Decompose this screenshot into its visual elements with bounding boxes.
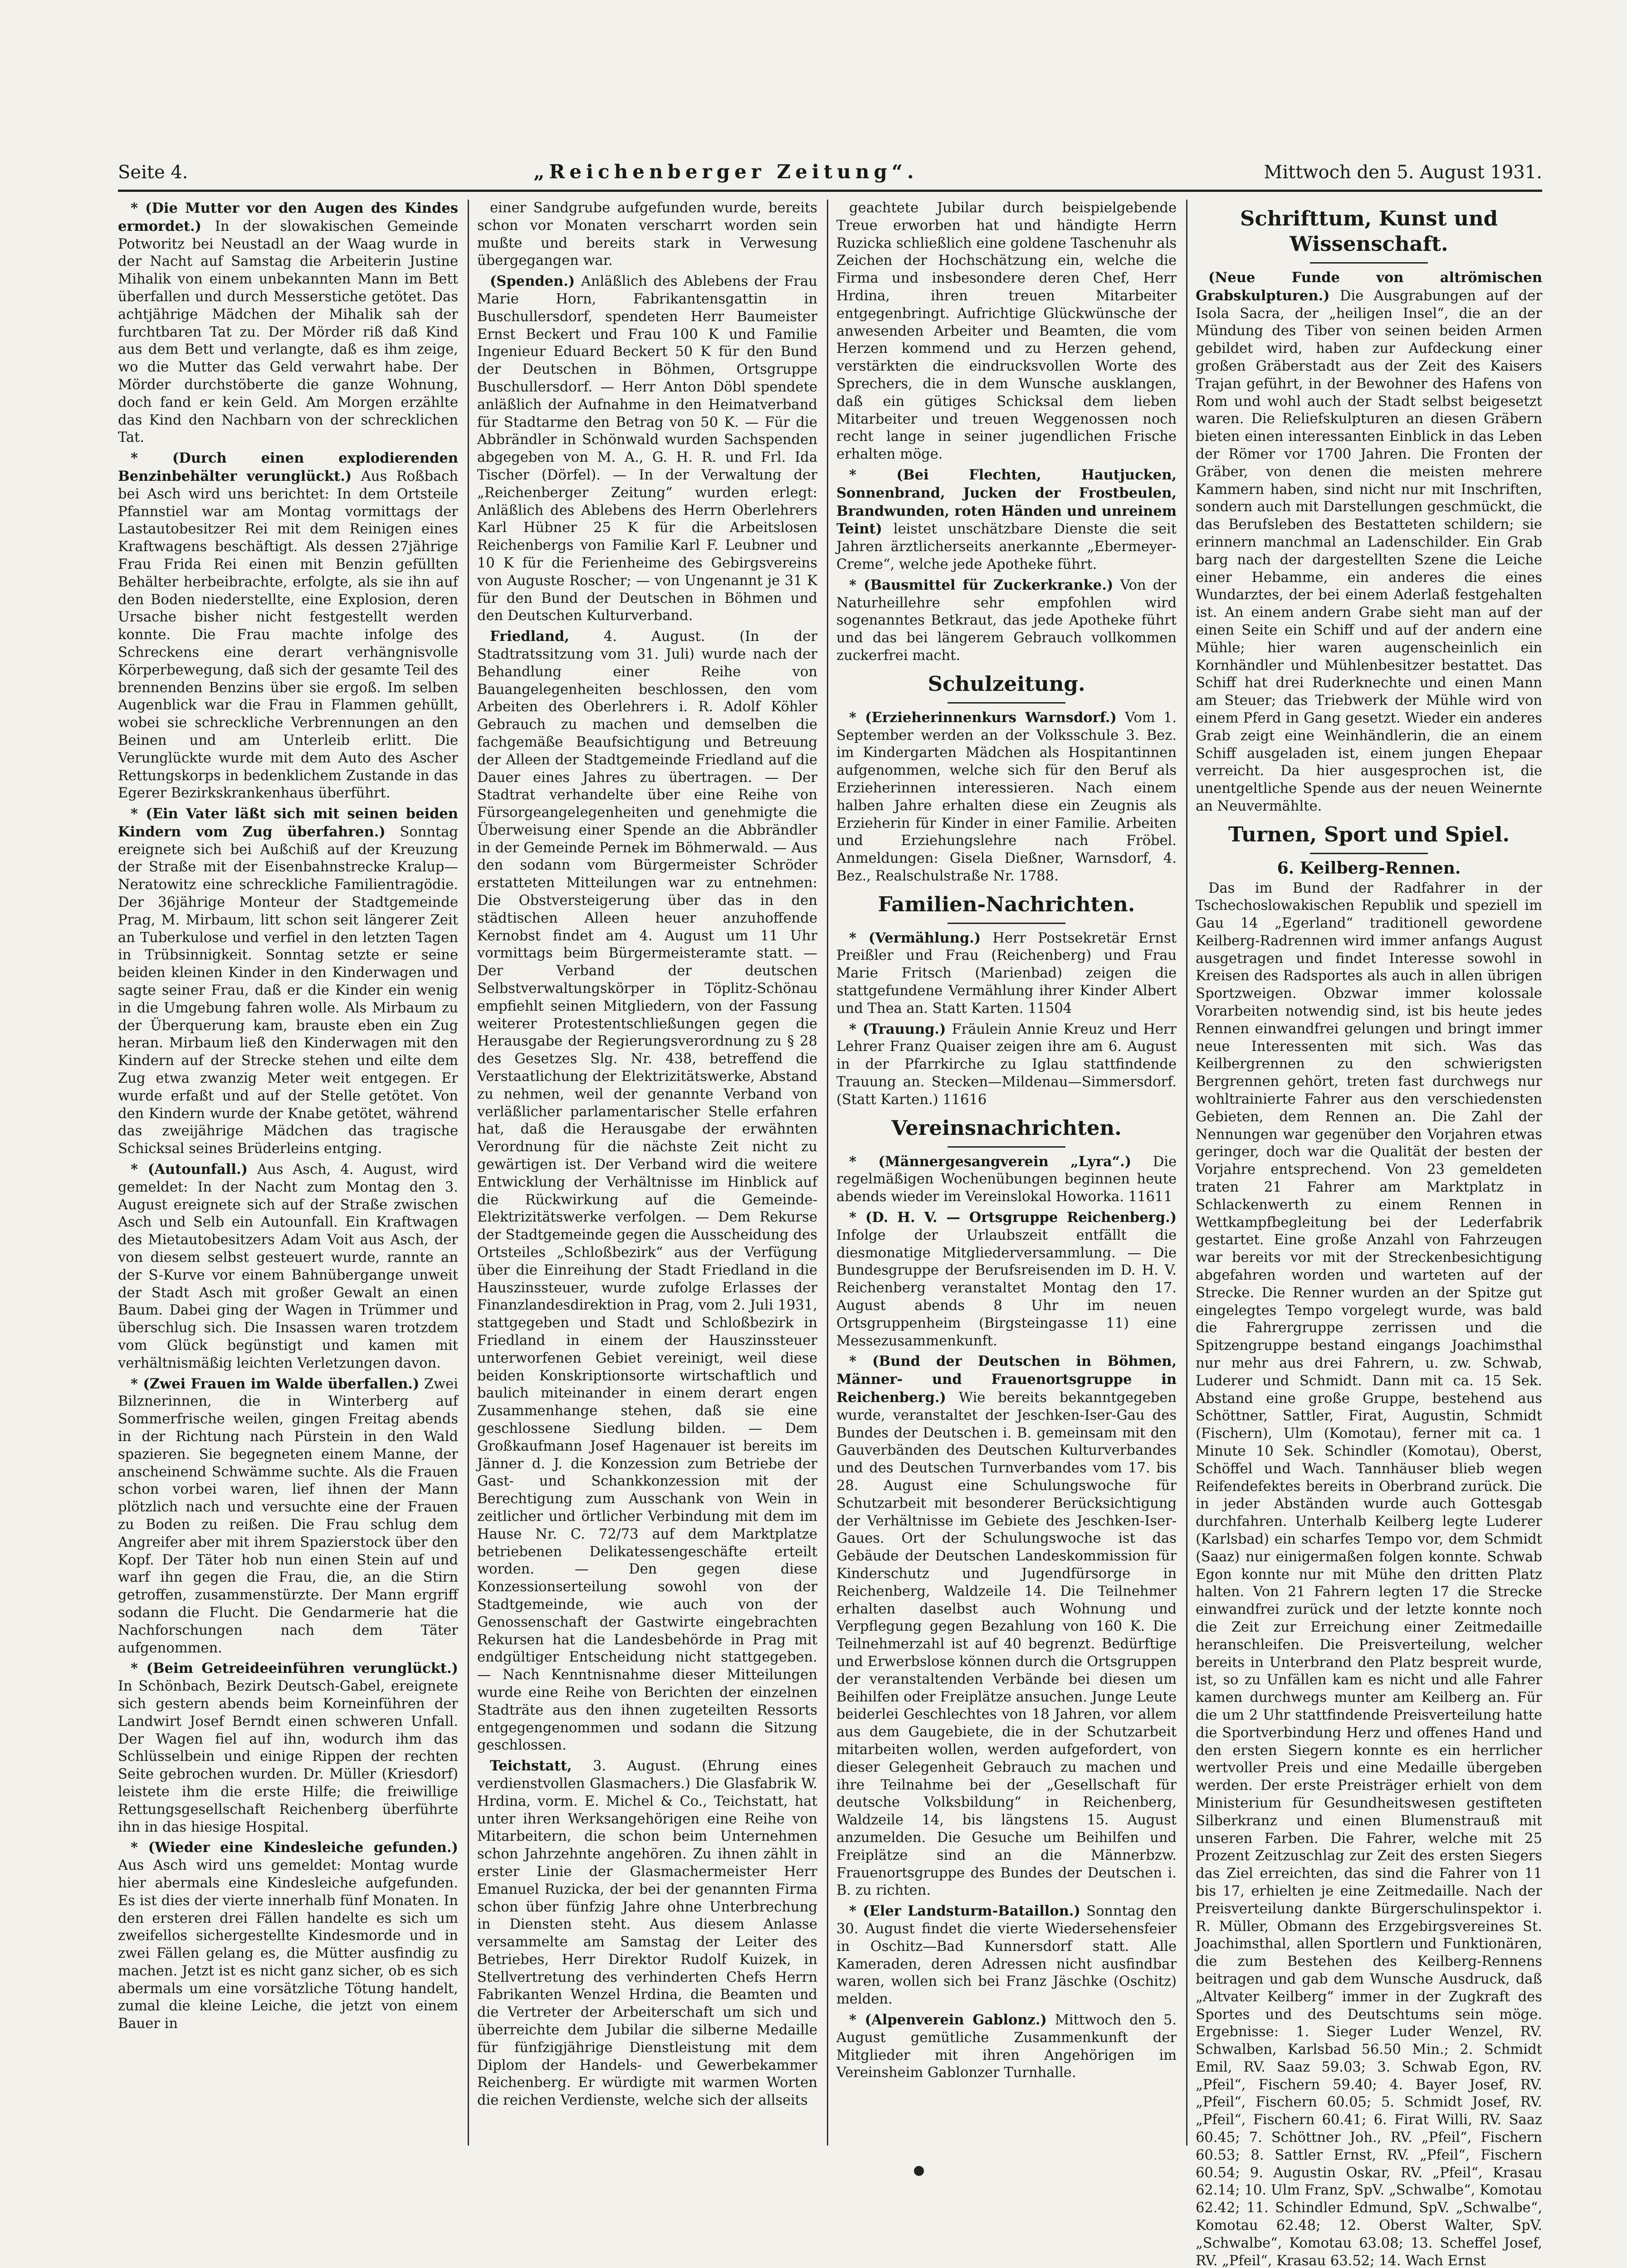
subheading: 6. Keilberg-Rennen. [1196, 860, 1542, 877]
article-text: In Schönbach, Bezirk Deutsch-Gabel, ereignete sich gestern abends beim Korneinführen der Landwirt Josef Berndt einen schweren Unfall. Der Wagen fiel auf ihn, wodurch ihm das Schlüsselbein und einige Rippen der rechten Seite gebrochen wurden. Dr. Müller (Kriesdorf) leistete ihm die erste Hilfe; die freiwillige Rettungsgesellschaft Reichenberg überführte ihn in das hiesige Hospital. [118, 1678, 458, 1835]
ink-dot [914, 2166, 924, 2176]
newspaper-page [118, 150, 1542, 2146]
masthead [118, 150, 1542, 181]
article-text: Aus Asch, 4. August, wird gemeldet: In der Nacht zum Montag den 3. August ereignete sich auf der Straße zwischen Asch und Selb ein Autounfall. Ein Kraftwagen des Mietautobesitzers Adam Voit aus Asch, der von diesem selbst gesteuert wurde, rannte an der S-Kurve vor einem Bahnübergange unweit der Stadt Asch mit großer Gewalt an einen Baum. Dabei ging der Wagen in Trümmer und überschlug sich. Die Insassen waren trotzdem vom Glück begünstigt und kamen mit verhältnismäßig leichten Verletzungen davon. [118, 1162, 458, 1371]
article-text: Herr Postsekretär Ernst Preißler und Frau (Reichenberg) und Frau Marie Fritsch (Marienbad) zeigen die stattgefundene Vermählung ihrer Kinder Albert und Thea an. Statt Karten. 11504 [836, 930, 1177, 1017]
issue-date: Mittwoch den 5. August 1931. [1264, 163, 1542, 181]
article-headline: * (D. H. V. — Ortsgruppe Reichenberg.) [849, 1209, 1177, 1226]
section-heading: Schrifttum, Kunst und Wissenschaft. [1196, 206, 1542, 257]
article-text: Das im Bund der Radfahrer in der Tschechoslowakischen Republik und speziell im Gau 14 „Egerland“ traditionell gewordene Keilberg-Radrennen wird immer anfangs August ausgetragen und findet Interesse sowohl in Kreisen des Radsportes als auch in allen übrigen Sportzweigen. Obzwar immer kolossale Vorarbeiten notwendig sind, ist bis heute jedes Rennen einwandfrei gelungen und bringt immer neue Interessenten mit sich. Was das Keilbergrennen zu den schwierigsten Bergrennen gehört, treten fast durchwegs nur wohltrainierte Fahrer aus den verschiedensten Gebieten, dem Rennen an. Die Zahl der Nennungen war gegenüber den Vorjahren etwas geringer, doch war die Qualität der besten der Vorjahre entsprechend. Von 23 gemeldeten traten 21 Fahrer am Marktplatz in Schlackenwerth zu einem Rennen in Wettkampfbegleitung bei der Lederfabrik gestartet. Eine große Anzahl von Fahrzeugen war bereits vor mit der Streckenbesichtigung abgefahren worden und warteten auf der Strecke. Die Renner wurden an der Spitze gut eingelegtes Tempo vorgelegt wurde, was bald die Fahrergruppe zerrissen und die Spitzengruppe bestand eingangs Joachimsthal nur mehr aus drei Fahrern, u. zw. Schwab, Luderer und Schmidt. Dann mit ca. 15 Sek. Abstand eine große Gruppe, bestehend aus Schöttner, Sattler, Firat, Augustin, Schmidt (Fischern), Ulm (Komotau), ferner mit ca. 1 Minute 10 Sek. Schindler (Komotau), Oberst, Schöffel und Wach. Tannhäuser blieb wegen Reifendefektes bereits in Oberbrand zurück. Die in jeder Abständen wurde auch Gottesgab durchfahren. Unterhalb Keilberg legte Luderer (Karlsbad) ein scharfes Tempo vor, dem Schmidt (Saaz) nur einigermaßen folgen konnte. Schwab Egon konnte nur mit Mühe den dritten Platz halten. Von 21 Fahrern legten 17 die Strecke einwandfrei zurück und der letzte konnte noch die Zeit zur Erreichung einer Zeitmedaille heranschleifen. Die Preisverteilung, welcher bereits in Unterbrand den Platz bespreit wurde, ist, so zu Unfällen kam es nicht und alle Fahrer kamen durchwegs munter am Keilberg an. Für die um 2 Uhr stattfindende Preisverteilung hatte die Sportverbindung Herz und offenes Hand und den ersten Siegern konnte es ein herrlicher wertvoller Preis und eine Medaille übergeben werden. Der erste Preisträger erhielt von dem Ministerium für Gesundheitswesen gestifteten Silberkranz und einen Blumenstrauß mit unseren Farben. Die Fahrer, welche mit 25 Prozent Zeitzuschlag zur Zeit des ersten Siegers das Ziel erreichten, das sind die Fahrer von 11 bis 17, erhielten je eine Zeitmedaille. Nach der Preisverteilung dankte Bürgerschulinspektor i. R. Müller, Obmann des Erzgebirgsvereines St. Joachimsthal, allen Sportlern und Funktionären, die zum Bestehen des Keilberg-Rennens beitragen und gab dem Wunsche Ausdruck, daß „Altvater Keilberg“ immer in der Zugkraft des Sportes und des Deutschtums sein möge. Ergebnisse: 1. Sieger Luder Wenzel, RV. Schwalben, Karlsbad 56.50 Min.; 2. Schmidt Emil, RV. Saaz 59.03; 3. Schwab Egon, RV. „Pfeil“, Fischern 59.40; 4. Bayer Josef, RV. „Pfeil“, Fischern 60.05; 5. Schmidt Josef, RV. „Pfeil“, Fischern 60.41; 6. Firat Willi, RV. Saaz 60.45; 7. Schöttner Joh., RV. „Pfeil“, Fischern 60.53; 8. Sattler Ernst, RV. „Pfeil“, Fischern 60.54; 9. Augustin Oskar, RV. „Pfeil“, Krasau 62.14; 10. Ulm Franz, SpV. „Schwalbe“, Komotau 62.42; 11. Schindler Edmund, SpV. „Schwalbe“, Komotau 62.48; 12. Oberst Walter, SpV. „Schwalbe“, Komotau 63.08; 13. Scheffel Josef, RV. „Pfeil“, Krasau 63.52; 14. Wach Ernst [1196, 880, 1542, 2268]
article-text: In der slowakischen Gemeinde Potworitz bei Neustadl an der Waag wurde in der Nacht auf Samstag die Arbeiterin Justine Mihalik von einem unbekannten Mann im Bett überfallen und durch Messerstiche getötet. Das achtjährige Mädchen der Mihalik sah der furchtbaren Tat zu. Der Mörder riß daß Kind aus dem Bett und verlangte, daß es ihm zeige, wo die Mutter das Geld verwahrt habe. Der Mörder durchstöberte die ganze Wohnung, doch fand er kein Geld. Am Morgen erzählte das Kind den Nachbarn von der schrecklichen Tat. [118, 219, 458, 446]
article-text: 4. August. (In der Stadtratssitzung vom 31. Juli) wurde nach der Behandlung einer Reihe von Bauangelegenheiten beschlossen, den vom Arbeiten des Oberlehrers i. R. Adolf Köhler Gebrauch zu machen und demselben die fachgemäße Beaufsichtigung und Betreuung der Alleen der Stadtgemeinde Friedland auf die Dauer eines Jahres zu übertragen. — Der Stadtrat verhandelte über eine Reihe von Fürsorgeangelegenheiten und genehmigte die Überweisung einer Spende an die Abbrändler in der Gemeinde Pernek im Böhmerwald. — Aus den sodann vom Bürgermeister Schröder erstatteten Mitteilungen war zu entnehmen: Die Obstversteigerung über das in den städtischen Alleen heuer anzuhoffende Kernobst findet am 4. August um 11 Uhr vormittags beim Bürgermeisteramte statt. — Der Verband der deutschen Selbstverwaltungskörper in Töplitz-Schönau empfiehlt seinen Mitgliedern, von der Fassung weiterer Protestentschließungen gegen die Herausgabe der Regierungsverordnung zu § 28 des Gesetzes Slg. Nr. 438, betreffend die Verstaatlichung der Elektrizitätswerke, Abstand zu nehmen, weil der genannte Verband von verläßlicher parlamentarischer Stelle erfahren hat, daß die Herausgabe der erwähnten Verordnung für die nächste Zeit nicht zu gewärtigen ist. Der Verband wird die weitere Entwicklung der Verhältnisse im Hinblick auf die Rückwirkung auf die Gemeinde-Elektrizitätswerke verfolgen. — Dem Rekurse der Stadtgemeinde gegen die Ausscheidung des Ortsteiles „Schloßbezirk“ aus der Verfügung über die Einreihung der Stadt Friedland in die Hauszinssteuer, wurde zufolge Erlasses der Finanzlandesdirektion in Prag, vom 2. Juli 1931, stattgegeben und Stadt und Schloßbezirk in Friedland in einem der Hauszinssteuer unterworfenen Gebiet vereinigt, weil diese beiden Konskriptionsorte wirtschaftlich und baulich miteinander in einem derart engen Zusammenhange stehen, daß sie eine geschlossene Siedlung bilden. — Dem Großkaufmann Josef Hagenauer ist bereits im Jänner d. J. die Konzession zum Betriebe der Gast- und Schankkonzession mit der Berechtigung zum Ausschank von Wein in zeitlicher und örtlicher Verbindung mit dem im Hause Nr. C. 72/73 auf dem Marktplatze betriebenen Delikatessengeschäfte erteilt worden. — Den gegen diese Konzessionserteilung sowohl von der Stadtgemeinde, wie auch von der Genossenschaft der Gastwirte eingebrachten Rekursen hat die Landesbehörde in Prag mit endgültiger Entscheidung nicht stattgegeben. — Nach Kenntnisnahme dieser Mitteilungen wurde eine Reihe von Berichten der einzelnen Stadträte aus den ihnen zugeteilten Ressorts entgegengenommen und sodann die Sitzung geschlossen. [477, 629, 817, 1753]
article-text: Mittwoch den 5. August gemütliche Zusammenkunft der Mitglieder mit ihren Angehörigen im Vereinsheim Gablonzer Turnhalle. [836, 2012, 1177, 2081]
article-text: Wie bereits bekanntgegeben wurde, veranstaltet der Jeschken-Iser-Gau des Bundes der Deutschen i. B. gemeinsam mit den Gauverbänden des Deutschen Kulturverbandes und des Deutschen Turnverbandes vom 17. bis 28. August eine Schulungswoche für Schutzarbeit mit besonderer Berücksichtigung der Verhältnisse im Gebiete des Jeschken-Iser-Gaues. Ort der Schulungswoche ist das Gebäude der Deutschen Landeskommission für Kinderschutz und Jugendfürsorge in Reichenberg, Waldzeile 14. Die Teilnehmer erhalten daselbst auch Wohnung und Verpflegung gegen Bezahlung von 160 K. Die Teilnehmerzahl ist auf 40 begrenzt. Bedürftige und Erwerbslose können durch die Ortsgruppen der veranstaltenden Verbände bei diesen um Beihilfen oder Freiplätze ansuchen. Junge Leute beiderlei Geschlechtes von 18 Jahren, vor allem aus dem Gaugebiete, die in der Schutzarbeit mitarbeiten wollen, werden aufgefordert, von dieser Gelegenheit Gebrauch zu machen und ihre Teilnahme bei der „Gesellschaft für deutsche Volksbildung“ in Reichenberg, Waldzeile 14, bis längstens 15. August anzumelden. Die Gesuche um Beihilfen und Freiplätze sind an die Männerbzw. Frauenortsgruppe des Bundes der Deutschen i. B. zu richten. [836, 1390, 1177, 1898]
article-headline: * (Wieder eine Kindesleiche gefunden.) [131, 1839, 458, 1856]
article-text: leistet unschätzbare Dienste die seit Jahren ärztlicherseits anerkannte „Ebermeyer-Creme“, welche jede Apotheke führt. [836, 521, 1177, 572]
article-headline: (Neue Funde von altrömischen Grabskulpturen.) [1196, 269, 1542, 304]
article-headline: * (Beim Getreideeinführen verunglückt.) [131, 1660, 458, 1677]
article-headline: Teichstatt, [490, 1758, 572, 1774]
newspaper-title: „Reichenberger Zeitung“. [533, 162, 918, 181]
article-headline: * (Durch einen explodierenden Benzinbehälter verunglückt.) [118, 450, 458, 484]
article-headline: * (Männergesangverein „Lyra“.) [849, 1154, 1131, 1170]
article-text: Vom 1. September werden an der Volksschule 3. Bez. im Kindergarten Mädchen als Hospitantinnen aufgenommen, welche sich für den Beruf als Erzieherinnen interessieren. Nach einem halben Jahre erhalten diese ein Zeugnis als Erzieherin für Kinder in einer Familie. Arbeiten und Erziehungslehre nach Fröbel. Anmeldungen: Gisela Dießner, Warnsdorf, 4. Bez., Realschulstraße Nr. 1788. [836, 710, 1177, 884]
article-headline: * (Bausmittel für Zuckerkranke.) [849, 577, 1113, 593]
article-text: Zwei Bilznerinnen, die in Winterberg auf Sommerfrische weilen, gingen Freitag abends in der Richtung nach Pürstein in den Wald spazieren. Sie begegneten einem Manne, der anscheinend Schwämme suchte. Als die Frauen schon vorbei waren, lief ihnen der Mann plötzlich nach und versuchte eine der Frauen zu Boden zu reißen. Die Frau schlug dem Angreifer aber mit ihrem Spazierstock über den Kopf. Der Täter hob nun einen Stein auf und warf ihn gegen die Frau, die, an die Stirn getroffen, zusammenstürzte. Der Mann ergriff sodann die Flucht. Die Gendarmerie hat die Nachforschungen nach dem Täter aufgenommen. [118, 1376, 458, 1656]
article-text: Aus Roßbach bei Asch wird uns berichtet: In dem Ortsteile Pfannstiel war am Montag vormittags der Lastautobesitzer Rei mit dem Reinigen eines Kraftwagens beschäftigt. Als dessen 27jährige Frau Frida Rei einen mit Benzin gefüllten Behälter herbeibrachte, erfolgte, als sie ihn auf den Boden niederstellte, eine Explosion, deren Ursache bisher nicht festgestellt werden konnte. Die Frau machte infolge des Schreckens eine derart verhängnisvolle Körperbewegung, daß sich der gesamte Teil des brennenden Benzins über sie ergoß. Im selben Augenblick war die Frau in Flammen gehüllt, wobei sie schreckliche Verbrennungen an den Beinen und am Unterleib erlitt. Die Verunglückte wurde mit dem Auto des Ascher Rettungskorps in bedenklichem Zustande in das Egerer Bezirkskrankenhaus überführt. [118, 469, 458, 801]
article-headline: * (Bei Flechten, Hautjucken, Sonnenbrand, Jucken der Frostbeulen, Brandwunden, roten Händen und unreinem Teint) [836, 467, 1177, 537]
article-text: Aus Asch wird uns gemeldet: Montag wurde hier abermals eine Kindesleiche aufgefunden. Es ist dies der vierte innerhalb fünf Monaten. In den ersteren drei Fällen handelte es sich um zweifellos sichergestellte Kindesmorde und in zwei Fällen gelang es, die Mütter ausfindig zu machen. Jetzt ist es nicht ganz sicher, ob es sich abermals um eine vorsätzliche Tötung handelt, zumal die kleine Leiche, die jetzt von einem Bauer in [118, 1857, 458, 2032]
section-heading: Familien-Nachrichten. [836, 892, 1177, 917]
article-text: Von der Naturheillehre sehr empfohlen wird sogenanntes Betkraut, das jede Apotheke führt und das bei längerem Gebrauch vollkommen zuckerfrei macht. [836, 577, 1177, 664]
article-text: Die regelmäßigen Wochenübungen beginnen heute abends wieder im Vereinslokal Howorka. 11611 [836, 1154, 1177, 1205]
article-headline: * (Alpenverein Gablonz.) [849, 2012, 1047, 2028]
article-headline: * (Vermählung.) [849, 930, 981, 946]
section-heading: Turnen, Sport und Spiel. [1196, 822, 1542, 847]
article-text: Infolge der Urlaubszeit entfällt die diesmonatige Mitgliederversammlung. — Die Bundesgruppe der Berufsreisenden im D. H. V. Reichenberg veranstaltet Montag den 17. August abends 8 Uhr im neuen Ortsgruppenheim (Birgsteingasse 11) eine Messezusammenkunft. [836, 1227, 1177, 1349]
section-heading: Schulzeitung. [836, 671, 1177, 697]
article-headline: * (Autounfall.) [131, 1161, 248, 1178]
article-text: Fräulein Annie Kreuz und Herr Lehrer Franz Quaiser zeigen ihre am 6. August in der Pfarrkirche zu Iglau stattfindende Trauung an. Stecken—Mildenau—Simmersdorf. (Statt Karten.) 11616 [836, 1022, 1177, 1108]
article-text: geachtete Jubilar durch beispielgebende Treue erworben hat und händigte Herrn Ruzicka schließlich eine goldene Taschenuhr als Zeichen der Hochschätzung ein, welche die Firma und insbesondere deren Chef, Herr Hrdina, ihren treuen Mitarbeiter entgegenbringt. Aufrichtige Glückwünsche der anwesenden Arbeiter und Beamten, die vom Herzen kommend und zu Herzen gehend, verstärkten die eindrucksvollen Worte des Sprechers, die in dem Wunsche ausklangen, daß ein gütiges Schicksal dem lieben Mitarbeiter und treuen Weggenossen noch recht lange in seiner jugendlichen Frische erhalten möge. [836, 200, 1177, 462]
article-text: Sonntag den 30. August findet die vierte Wiedersehensfeier in Oschitz—Bad Kunnersdorf statt. Alle Kameraden, deren Adressen nicht ausfindbar waren, wollen sich bei Franz Jäschke (Oschitz) melden. [836, 1903, 1177, 2007]
article-headline: * (Trauung.) [849, 1021, 946, 1037]
article-headline: * (Erzieherinnenkurs Warnsdorf.) [849, 709, 1117, 726]
article-text: 3. August. (Ehrung eines verdienstvollen Glasmachers.) Die Glasfabrik W. Hrdina, vorm. E. Michel & Co., Teichstatt, hat unter ihren Werksangehörigen eine Reihe von Mitarbeitern, die schon beim Unternehmen schon Jahrzehnte angehören. Zu ihnen zählt in erster Linie der Glasmachermeister Herr Emanuel Ruzicka, der bei der genannten Firma schon über fünfzig Jahre ohne Unterbrechung in Diensten steht. Aus diesem Anlasse versammelte am Samstag der Leiter des Betriebes, Herr Direktor Rudolf Kuizek, in Stellvertretung des verhinderten Chefs Herrn Fabrikanten Wenzel Hrdina, die Beamten und die Vertreter der Arbeiterschaft um sich und überreichte dem Jubilar die silberne Medaille für fünfzigjährige Dienstleistung mit dem Diplom der Handels- und Gewerbekammer Reichenberg. Er würdigte mit warmen Worten die reichen Verdienste, welche sich der allseits [477, 1758, 817, 2108]
page-number: Seite 4. [118, 163, 188, 181]
masthead-rule [118, 190, 1542, 192]
article-headline: * (Ein Vater läßt sich mit seinen beiden Kindern vom Zug überfahren.) [118, 806, 458, 840]
article-headline: * (Eler Landsturm-Bataillon.) [849, 1903, 1080, 1919]
article-text: Sonntag ereignete sich bei Außchiß auf der Kreuzung der Straße mit der Eisenbahnstrecke Kralup—Neratowitz eine schreckliche Familientragödie. Der 36jährige Monteur der Stadtgemeinde Prag, M. Mirbaum, litt schon seit längerer Zeit an Tuberkulose und verfiel in den letzten Tagen in Trübsinnigkeit. Sonntag setzte er seine beiden kleinen Kinder in den Kinderwagen und sagte seiner Frau, daß er die Kinder ein wenig in die Umgebung fahren wolle. Als Mirbaum zu der Überquerung kam, brauste eben ein Zug heran. Mirbaum ließ den Kinderwagen mit den Kindern auf der Strecke stehen und eilte dem Zug etwa zwanzig Meter weit entgegen. Er wurde erfaßt und auf der Stelle getötet. Von den Kindern wurde der Knabe getötet, während das zweijährige Mädchen das tragische Schicksal seines Brüderleins entging. [118, 824, 458, 1157]
article-text: Die Ausgrabungen auf der Isola Sacra, der „heiligen Insel“, die an der Mündung des Tiber von seinen beiden Armen gebildet wird, haben zur Aufdeckung einer großen Gräberstadt aus der Zeit des Kaisers Trajan geführt, in der Bewohner des Hafens von Rom und wohl auch der Stadt selbst beigesetzt waren. Die Reliefskulpturen an diesen Gräbern bieten einen interessanten Einblick in das Leben der Römer vor 1700 Jahren. Die Fronten der Gräber, von denen die meisten mehrere Kammern haben, sind nicht nur mit Inschriften, sondern auch mit Darstellungen geschmückt, die das Berufsleben des Bestatteten schildern; sie erinnern manchmal an Ladenschilder. Ein Grab barg nach der dargestellten Szene die Leiche einer Hebamme, ein anderes die eines Wundarztes, der bei einem Aderlaß festgehalten ist. An einem andern Grabe sieht man auf der einen Seite ein Schiff und auf der andern eine Mühle; hier waren augenscheinlich ein Kornhändler und Mühlenbesitzer bestattet. Das Schiff hat drei Ruderknechte und einen Mann am Steuer; das Triebwerk der Mühle wird von einem Pferd in Gang gesetzt. Wieder ein anderes Grab zeigt eine Weinhändlerin, die an einem Schiff ausgeladen ist, einem jungen Ehepaar verreicht. Da hier ausgesprochen ist, die unentgeltliche Spende aus der neuen Weinernte an Neuvermählte. [1196, 288, 1542, 814]
article-headline: Friedland, [490, 628, 569, 645]
article-headline: * (Die Mutter vor den Augen des Kindes ermordet.) [118, 200, 458, 235]
article-headline: (Spenden.) [490, 273, 575, 289]
article-headline: * (Zwei Frauen im Walde überfallen.) [131, 1376, 419, 1392]
article-headline: * (Bund der Deutschen in Böhmen, Männer- und Frauenortsgruppe in Reichenberg.) [836, 1353, 1177, 1406]
section-heading: Vereinsnachrichten. [836, 1115, 1177, 1141]
article-text: einer Sandgrube aufgefunden wurde, bereits schon vor Monaten verscharrt worden sein mußte und bereits stark in Verwesung übergegangen war. [477, 200, 817, 269]
article-text: Anläßlich des Ablebens der Frau Marie Horn, Fabrikantensgattin in Buschullersdorf, spendeten Herr Baumeister Ernst Beckert und Frau 100 K und Familie Ingenieur Eduard Beckert 50 K für den Bund der Deutschen in Böhmen, Ortsgruppe Buschullersdorf. — Herr Anton Döbl spendete anläßlich der Aufnahme in den Heimatverband für Stadtarme den Betrag von 50 K. — Für die Abbrändler in Schönwald wurden Sachspenden abgegeben von M. A., G. H. R. und Frl. Ida Tischer (Dörfel). — In der Verwaltung der „Reichenberger Zeitung“ wurden erlegt: Anläßlich des Ablebens des Herrn Oberlehrers Karl Hübner 25 K für die Arbeitslosen Reichenbergs von Familie Karl F. Leubner und 10 K für die Ferienheime des Gebirgsvereins von Auguste Roscher; — von Ungenannt je 31 K für den Bund der Deutschen in Böhmen und den Deutschen Kulturverband. [477, 274, 817, 624]
